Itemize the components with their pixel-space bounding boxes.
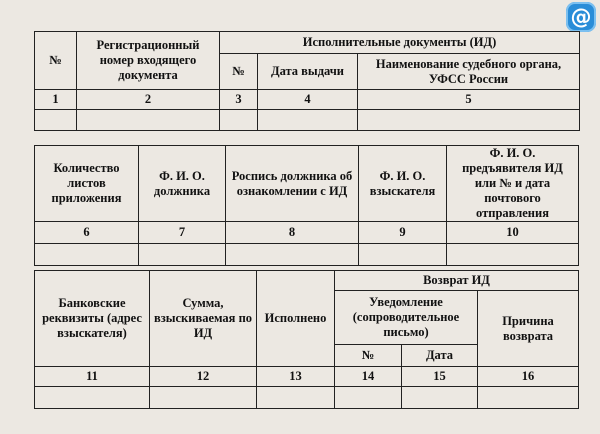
column-number: 10 xyxy=(447,222,579,244)
header-registration-number: Регистрационный номер входящего документа xyxy=(77,32,220,90)
header-debtor-signature: Роспись должника об ознакомлении с ИД xyxy=(226,146,359,222)
header-court-name: Наименование судебного органа, УФСС России xyxy=(358,54,580,90)
column-number: 14 xyxy=(335,367,402,387)
empty-cell[interactable] xyxy=(402,387,478,409)
empty-cell[interactable] xyxy=(258,110,358,131)
header-bank-details: Банковские реквизиты (адрес взыскателя) xyxy=(35,271,150,367)
empty-cell[interactable] xyxy=(359,244,447,266)
header-presenter-name: Ф. И. О. предъявителя ИД или № и дата почтового отправления xyxy=(447,146,579,222)
empty-row xyxy=(35,110,580,131)
empty-cell[interactable] xyxy=(478,387,579,409)
empty-row xyxy=(35,244,579,266)
empty-cell[interactable] xyxy=(358,110,580,131)
empty-cell[interactable] xyxy=(35,387,150,409)
header-sum: Сумма, взыскиваемая по ИД xyxy=(150,271,257,367)
column-number: 11 xyxy=(35,367,150,387)
column-number: 15 xyxy=(402,367,478,387)
header-debtor-name: Ф. И. О. должника xyxy=(139,146,226,222)
header-number: № xyxy=(35,32,77,90)
header-executive-documents: Исполнительные документы (ИД) xyxy=(220,32,580,54)
empty-cell[interactable] xyxy=(35,244,139,266)
header-document-number: № xyxy=(220,54,258,90)
column-number: 3 xyxy=(220,90,258,110)
column-number: 1 xyxy=(35,90,77,110)
header-issue-date: Дата выдачи xyxy=(258,54,358,90)
logo-icon: @ xyxy=(566,2,596,32)
empty-cell[interactable] xyxy=(77,110,220,131)
column-number: 16 xyxy=(478,367,579,387)
header-claimant-name: Ф. И. О. взыскателя xyxy=(359,146,447,222)
table-debtor-info xyxy=(34,145,579,266)
table-incoming-documents xyxy=(34,31,580,131)
header-notice-date: Дата xyxy=(402,345,478,367)
header-executed: Исполнено xyxy=(257,271,335,367)
table-return-info xyxy=(34,270,579,409)
empty-row xyxy=(35,387,579,409)
column-number: 8 xyxy=(226,222,359,244)
column-number: 2 xyxy=(77,90,220,110)
empty-cell[interactable] xyxy=(35,110,77,131)
empty-cell[interactable] xyxy=(257,387,335,409)
empty-cell[interactable] xyxy=(226,244,359,266)
empty-cell[interactable] xyxy=(220,110,258,131)
header-sheets-count: Количество листов приложения xyxy=(35,146,139,222)
header-return: Возврат ИД xyxy=(335,271,579,291)
header-return-reason: Причина возврата xyxy=(478,291,579,367)
empty-cell[interactable] xyxy=(150,387,257,409)
empty-cell[interactable] xyxy=(139,244,226,266)
column-number: 4 xyxy=(258,90,358,110)
column-number: 7 xyxy=(139,222,226,244)
column-number: 9 xyxy=(359,222,447,244)
empty-cell[interactable] xyxy=(335,387,402,409)
column-number: 12 xyxy=(150,367,257,387)
header-notice: Уведомление (сопроводительное письмо) xyxy=(335,291,478,345)
column-number: 13 xyxy=(257,367,335,387)
column-number: 6 xyxy=(35,222,139,244)
header-notice-number: № xyxy=(335,345,402,367)
empty-cell[interactable] xyxy=(447,244,579,266)
column-number: 5 xyxy=(358,90,580,110)
